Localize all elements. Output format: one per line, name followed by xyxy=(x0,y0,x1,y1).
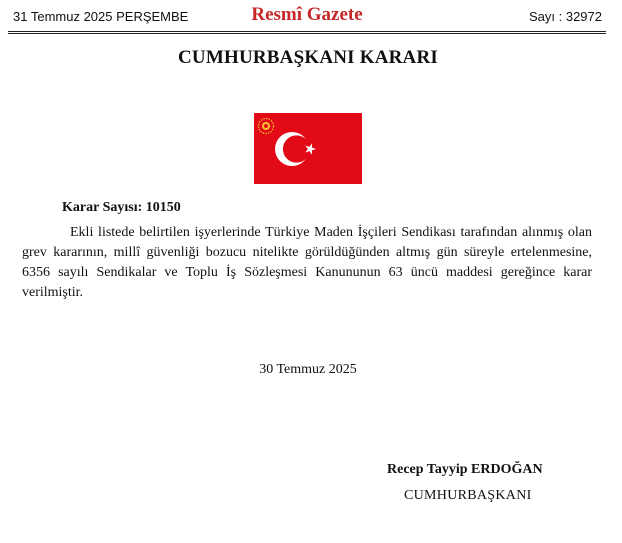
document-title: CUMHURBAŞKANI KARARI xyxy=(178,47,438,68)
signer-name: Recep Tayyip ERDOĞAN xyxy=(387,462,543,477)
decision-number: Karar Sayısı: 10150 xyxy=(62,200,181,215)
decision-body: Ekli listede belirtilen işyerlerinde Türkiye Maden İşçileri Sendikası tarafından alınmış olan grev kararının, millî güvenliği bozucu nitelikte görüldüğünden altmış gün süreyle ertelenmesine, 6356 sayılı Sendikalar ve Toplu İş Sözleşmesi Kanununun 63 üncü maddesi gereğince karar verilmiştir. xyxy=(22,225,592,300)
issue-number: Sayı : 32972 xyxy=(529,9,602,24)
turkish-flag-icon xyxy=(254,113,362,184)
gazette-title: Resmî Gazete xyxy=(251,4,363,25)
header-divider xyxy=(8,31,606,34)
issue-date: 31 Temmuz 2025 PERŞEMBE xyxy=(13,9,189,24)
signer-title: CUMHURBAŞKANI xyxy=(404,488,532,503)
gazette-header xyxy=(8,4,606,30)
decision-date: 30 Temmuz 2025 xyxy=(259,362,357,377)
